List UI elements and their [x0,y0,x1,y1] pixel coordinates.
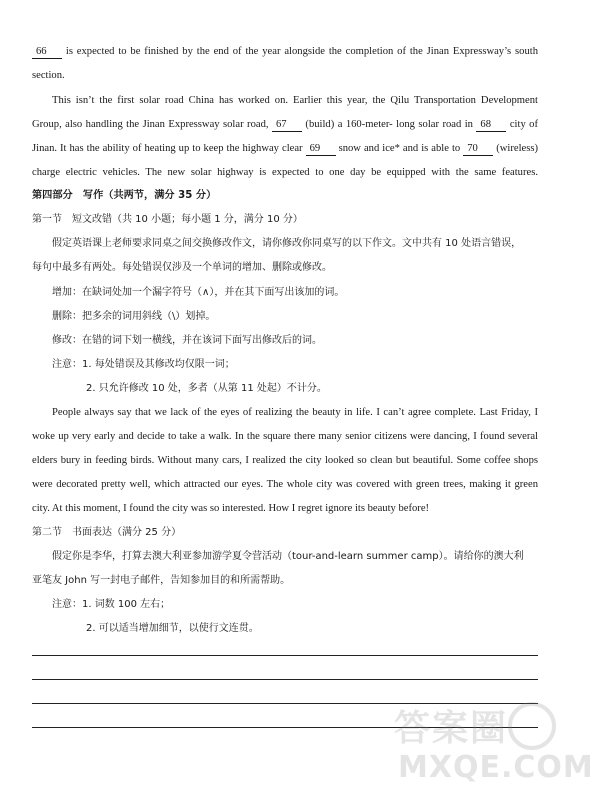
essay-line-2: woke up very early and decide to take a walk. In the square there many senior citizens were dancing, I found several [32,431,538,442]
essay-line-1: People always say that we lack of the eyes of realizing the beauty in life. I can’t agree complete. Last Friday, I [52,407,538,418]
section1-note-2: 2. 只允许修改 10 处，多者（从第 11 处起）不计分。 [86,383,327,394]
section2-note-1: 注意：1. 词数 100 左右； [52,599,171,610]
passage-line-2: section. [32,70,65,81]
blank-68: 68 [476,119,506,132]
blank-66: 66 [32,46,62,59]
rule-delete: 删除：把多余的词用斜线（\）划掉。 [52,311,216,322]
blank-69: 69 [306,143,336,156]
rule-modify: 修改：在错的词下划一横线，并在该词下面写出修改后的词。 [52,335,322,346]
part4-heading: 第四部分 写作（共两节，满分 35 分） [32,190,217,201]
passage-text: is expected to be finished by the end of the year alongside the completion of the Jinan Expressway’s south [62,46,538,57]
watermark-cn: 答案圈 [394,708,509,749]
passage-line-4: Group, also handling the Jinan Expressway solar road, 67 (build) a 160-meter- long solar road in 68 city of [32,119,539,130]
section2-title: 第二节 书面表达（满分 25 分） [32,527,182,538]
section1-note-1: 注意：1. 每处错误及其修改均仅限一词； [52,359,235,370]
rule-add: 增加：在缺词处加一个漏字符号（∧），并在其下面写出该加的词。 [52,287,345,298]
essay-line-4: were decorated pretty well, which attracted our eyes. The whole city was covered with green trees, making it green [32,479,538,490]
watermark [390,700,594,792]
watermark-en: MXQE.COM [398,750,594,785]
passage-line-5: Jinan. It has the ability of heating up to keep the highway clear 69 snow and ice* and is able to 70 (wireless) [32,143,538,154]
essay-line-5: city. At this moment, I found the city was so interested. How I regret ignore its beauty before! [32,503,430,514]
passage-line-1 [32,45,538,59]
section1-intro-1: 假定英语课上老师要求同桌之间交换修改作文，请你修改你同桌写的以下作文。文中共有 10 处语言错误， [52,238,522,249]
section2-note-2: 2. 可以适当增加细节，以使行文连贯。 [86,623,259,634]
section2-intro-1: 假定你是李华，打算去澳大利亚参加游学夏令营活动（tour-and-learn summer camp）。请给你的澳大利 [52,551,524,562]
passage-line-3: This isn’t the first solar road China has worked on. Earlier this year, the Qilu Transportation Development [52,95,538,106]
writing-line[interactable] [32,679,538,680]
essay-line-3: elders bury in feeding birds. Without many cars, I realized the city looked so clean but beautiful. Some coffee shops [32,455,538,466]
blank-70: 70 [463,143,493,156]
section2-intro-2: 亚笔友 John 写一封电子邮件，告知参加目的和所需帮助。 [32,575,291,586]
writing-line[interactable] [32,655,538,656]
section1-intro-2: 每句中最多有两处。每处错误仅涉及一个单词的增加、删除或修改。 [32,262,332,273]
blank-67: 67 [272,119,302,132]
passage-line-6: charge electric vehicles. The new solar highway is expected to one day be equipped with the same features. [32,167,538,178]
watermark-circle-icon [508,702,556,750]
section1-title: 第一节 短文改错（共 10 小题；每小题 1 分，满分 10 分） [32,214,303,225]
